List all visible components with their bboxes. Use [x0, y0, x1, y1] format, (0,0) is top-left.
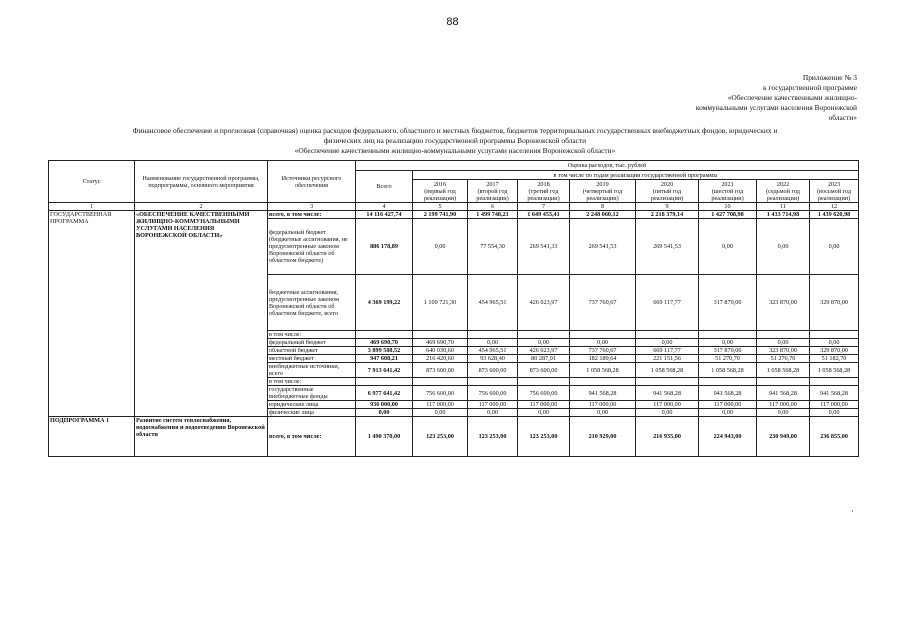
year-value: 756 600,00 [518, 386, 570, 401]
funding-source: местный бюджет [268, 355, 356, 363]
year-value: 0,00 [757, 219, 810, 275]
year-value: 210 929,00 [570, 417, 636, 457]
header-name: Наименование государственной программы, подпрограммы, основного мероприятия [135, 161, 268, 203]
year-value: 117 000,00 [468, 401, 518, 409]
year-value: 669 117,77 [636, 275, 699, 331]
total-value [356, 378, 413, 386]
year-value: 1 058 568,28 [757, 363, 810, 378]
funding-source: областной бюджет [268, 347, 356, 355]
year-value: 873 600,00 [413, 363, 468, 378]
funding-source: федеральный бюджет [268, 339, 356, 347]
appendix-line: области» [828, 113, 857, 122]
year-value: 941 568,28 [636, 386, 699, 401]
subprogram-source: всего, в том числе: [268, 417, 356, 457]
funding-source: юридические лица [268, 401, 356, 409]
header-year [570, 180, 636, 203]
year-value [757, 378, 810, 386]
year-value: 1 649 453,41 [518, 211, 570, 219]
year-value: 216 935,00 [636, 417, 699, 457]
year-value: 123 253,00 [468, 417, 518, 457]
column-number: 6 [468, 203, 518, 211]
year-value: 117 000,00 [757, 401, 810, 409]
year-value: 0,00 [413, 409, 468, 417]
year-value [413, 331, 468, 339]
column-number: 9 [636, 203, 699, 211]
year-value [518, 378, 570, 386]
header-year [757, 180, 810, 203]
year-value: 77 554,30 [468, 219, 518, 275]
total-value: 936 000,00 [356, 401, 413, 409]
year-label: 2016 [433, 180, 447, 188]
year-value: 941 568,28 [810, 386, 859, 401]
year-label: 2017 [486, 180, 499, 188]
year-description: (четвертый год реализации) [582, 187, 623, 202]
appendix-line: «Обеспечение качественными жилищно- [727, 93, 857, 102]
year-value: 737 760,67 [570, 275, 636, 331]
column-number: 8 [570, 203, 636, 211]
header-status: Статус [49, 161, 135, 203]
header-estimate: Оценка расходов, тыс. рублей [356, 161, 859, 171]
year-value: 323 870,00 [757, 347, 810, 355]
year-description: (третий год реализации) [527, 187, 560, 202]
total-value: 947 608,21 [356, 355, 413, 363]
year-value: 236 855,00 [810, 417, 859, 457]
year-value [468, 331, 518, 339]
year-value: 323 870,00 [757, 275, 810, 331]
total-value: 4 369 199,22 [356, 275, 413, 331]
column-number: 1 [49, 203, 135, 211]
header-year [468, 180, 518, 203]
year-value: 756 600,00 [468, 386, 518, 401]
year-value: 269 541,33 [518, 219, 570, 275]
year-value: 2 248 060,12 [570, 211, 636, 219]
year-value: 0,00 [413, 219, 468, 275]
year-value: 117 000,00 [699, 401, 757, 409]
heading-line: Финансовое обеспечение и прогнозная (справочная) оценка расходов федерального, областного и местных бюджетов, бюджетов территориальных государственных внебюджетных фондов, юридических и [132, 126, 778, 135]
year-value [757, 331, 810, 339]
subprogram-name: Развитие систем теплоснабжения, водоснабжения и водоотведения Воронежской области [135, 417, 268, 457]
year-value: 1 058 568,28 [699, 363, 757, 378]
year-value: 1 499 748,21 [468, 211, 518, 219]
funding-source: физические лица [268, 409, 356, 417]
year-description: (восьмой год реализации) [816, 187, 852, 202]
year-value: 941 568,28 [757, 386, 810, 401]
year-value: 123 253,00 [413, 417, 468, 457]
year-value [636, 378, 699, 386]
year-value: 317 870,00 [699, 347, 757, 355]
column-number: 7 [518, 203, 570, 211]
year-value [636, 331, 699, 339]
year-value: 216 420,60 [413, 355, 468, 363]
year-value [518, 331, 570, 339]
year-value: 0,00 [570, 339, 636, 347]
year-value [810, 378, 859, 386]
page-number: 88 [446, 16, 459, 28]
year-value: 873 600,00 [468, 363, 518, 378]
year-value: 0,00 [468, 409, 518, 417]
year-value: 1 109 721,30 [413, 275, 468, 331]
header-year [699, 180, 757, 203]
year-value: 0,00 [810, 219, 859, 275]
subprogram-row [49, 417, 859, 457]
year-value: 426 023,97 [518, 275, 570, 331]
table-row [49, 211, 859, 219]
year-value: 0,00 [699, 219, 757, 275]
column-number: 3 [268, 203, 356, 211]
year-label: 2018 [537, 180, 550, 188]
year-value: 230 949,00 [757, 417, 810, 457]
year-label: 2023 [827, 180, 841, 188]
year-label: 2020 [660, 180, 674, 188]
year-description: (второй год реализации) [476, 187, 509, 202]
year-value: 117 000,00 [810, 401, 859, 409]
heading-line: «Обеспечение качественными жилищно-коммунальными услугами населения Воронежской области» [294, 146, 616, 155]
year-value [413, 378, 468, 386]
year-value: 454 965,51 [468, 347, 518, 355]
subprogram-status: ПОДПРОГРАММА 1 [49, 417, 135, 457]
total-value: 6 977 641,42 [356, 386, 413, 401]
total-value: 886 178,89 [356, 219, 413, 275]
year-value: 93 628,40 [468, 355, 518, 363]
total-value: 3 899 508,52 [356, 347, 413, 355]
year-value: 224 943,00 [699, 417, 757, 457]
total-value: 14 116 427,74 [356, 211, 413, 219]
year-value: 756 600,00 [413, 386, 468, 401]
header-source: Источники ресурсного обеспечения [268, 161, 356, 203]
column-number: 5 [413, 203, 468, 211]
appendix-line: коммунальными услугами населения Воронежской [695, 103, 857, 112]
year-label: 2021 [721, 180, 734, 188]
year-value: 0,00 [810, 339, 859, 347]
column-number: 11 [757, 203, 810, 211]
heading-line: физических лиц на реализацию государственной программы Воронежской области [323, 136, 587, 145]
year-value: 1 439 620,98 [810, 211, 859, 219]
year-value: 0,00 [636, 339, 699, 347]
year-value: 80 287,91 [518, 355, 570, 363]
funding-source: внебюджетные источники, всего [268, 363, 356, 378]
year-value: 0,00 [757, 409, 810, 417]
year-value [810, 331, 859, 339]
year-value: 269 541,53 [636, 219, 699, 275]
year-value: 117 000,00 [636, 401, 699, 409]
funding-source: всего, в том числе: [268, 211, 356, 219]
year-value [699, 331, 757, 339]
year-value: 640 030,60 [413, 347, 468, 355]
funding-source: в том числе: [268, 378, 356, 386]
header-year [518, 180, 570, 203]
year-value: 941 568,28 [699, 386, 757, 401]
column-number: 10 [699, 203, 757, 211]
header-year [810, 180, 859, 203]
year-value: 0,00 [699, 339, 757, 347]
year-value: 117 000,00 [570, 401, 636, 409]
year-value: 0,00 [699, 409, 757, 417]
year-value: 454 965,51 [468, 275, 518, 331]
year-value: 669 117,77 [636, 347, 699, 355]
year-value: 123 253,00 [518, 417, 570, 457]
year-value [699, 378, 757, 386]
year-value: 329 870,00 [810, 275, 859, 331]
total-value: 0,00 [356, 409, 413, 417]
year-value: 1 427 708,98 [699, 211, 757, 219]
year-value: 0,00 [757, 339, 810, 347]
funding-source: бюджетные ассигнования, предусмотренные законом Воронежской области об областном бюджете, всего [268, 275, 356, 331]
program-status: ГОСУДАРСТВЕННАЯ ПРОГРАММА [49, 211, 135, 417]
year-value: 1 058 568,28 [636, 363, 699, 378]
year-value: 737 760,67 [570, 347, 636, 355]
total-value [356, 331, 413, 339]
year-value: 426 023,97 [518, 347, 570, 355]
year-value [468, 378, 518, 386]
year-value: 469 690,70 [413, 339, 468, 347]
year-value: 1 433 714,98 [757, 211, 810, 219]
column-number: 2 [135, 203, 268, 211]
funding-source: государственные внебюджетные фонды [268, 386, 356, 401]
year-value: 117 000,00 [413, 401, 468, 409]
year-value: 2 218 379,14 [636, 211, 699, 219]
year-value: 2 199 741,90 [413, 211, 468, 219]
year-description: (шестой год реализации) [711, 187, 744, 202]
year-value: 51 270,70 [699, 355, 757, 363]
year-value [570, 331, 636, 339]
appendix-line: Приложение № 3 [802, 73, 857, 82]
year-value: 317 870,00 [699, 275, 757, 331]
year-label: 2019 [596, 180, 609, 188]
year-value: 182 189,64 [570, 355, 636, 363]
year-description: (пятый год реализации) [650, 187, 684, 202]
year-label: 2022 [776, 180, 790, 188]
year-value: 1 058 568,28 [810, 363, 859, 378]
year-description: (первый год реализации) [423, 187, 457, 202]
year-value: 873 600,00 [518, 363, 570, 378]
column-number: 4 [356, 203, 413, 211]
year-value: 0,00 [518, 409, 570, 417]
header-total: Всего [356, 171, 413, 203]
total-value: 7 913 641,42 [356, 363, 413, 378]
year-value: 0,00 [570, 409, 636, 417]
total-value: 469 690,70 [356, 339, 413, 347]
appendix-note [696, 73, 857, 123]
header-year [413, 180, 468, 203]
year-value: 221 151,56 [636, 355, 699, 363]
funding-source: в том числе: [268, 331, 356, 339]
year-value: 0,00 [518, 339, 570, 347]
year-description: (седьмой год реализации) [766, 187, 800, 202]
appendix-line: к государственной программе [763, 83, 857, 92]
header-by-years: в том числе по годам реализации государственной программы [413, 171, 859, 180]
year-value: 1 058 568,28 [570, 363, 636, 378]
total-value: 1 490 370,00 [356, 417, 413, 457]
year-value: 51 276,70 [757, 355, 810, 363]
program-name: «ОБЕСПЕЧЕНИЕ КАЧЕСТВЕННЫМИ ЖИЛИЩНО-КОММУНАЛЬНЫМИ УСЛУГАМИ НАСЕЛЕНИЯ ВОРОНЕЖСКОЙ ОБЛАСТИ» [135, 211, 268, 417]
year-value: 329 870,00 [810, 347, 859, 355]
year-value: 941 568,28 [570, 386, 636, 401]
bullet-mark: · [851, 506, 854, 516]
year-value: 0,00 [636, 409, 699, 417]
year-value: 269 541,53 [570, 219, 636, 275]
column-number: 12 [810, 203, 859, 211]
year-value: 51 182,70 [810, 355, 859, 363]
year-value [570, 378, 636, 386]
year-value: 0,00 [810, 409, 859, 417]
funding-table [48, 160, 859, 457]
funding-source: федеральный бюджет (бюджетные ассигнования, не предусмотренные законом Воронежской области об областном бюджете) [268, 219, 356, 275]
year-value: 0,00 [468, 339, 518, 347]
year-value: 117 000,00 [518, 401, 570, 409]
document-heading [50, 126, 860, 156]
header-year [636, 180, 699, 203]
